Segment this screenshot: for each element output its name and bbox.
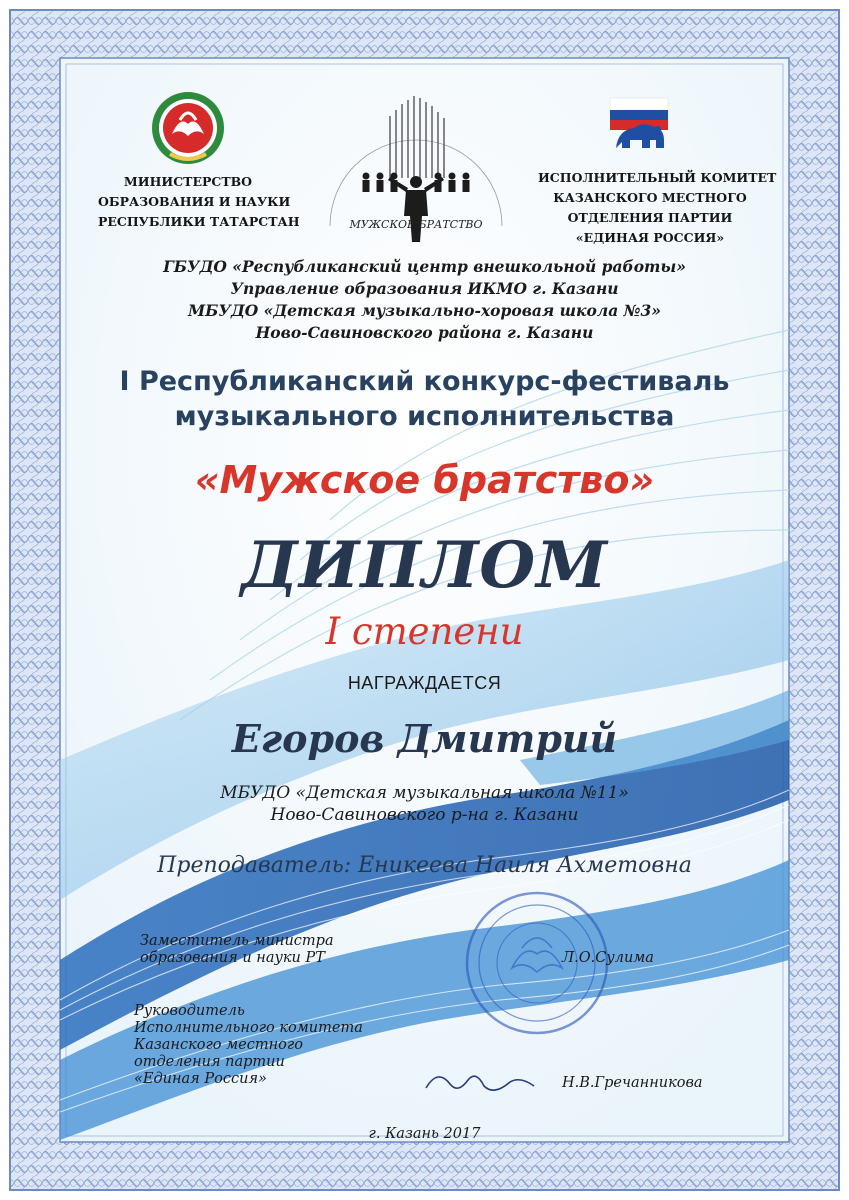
signatory-2-title-line-2: Исполнительного комитета: [134, 1020, 363, 1036]
organizer-line-2: Управление образования ИКМО г. Казани: [230, 279, 619, 298]
left-org-line-1: МИНИСТЕРСТВО: [123, 174, 253, 189]
right-org-line-2: КАЗАНСКОГО МЕСТНОГО: [553, 190, 747, 205]
place-date: г. Казань 2017: [368, 1126, 481, 1142]
signatory-2-name: Н.В.Гречанникова: [562, 1075, 703, 1091]
handwritten-signature-icon: [420, 1060, 540, 1100]
contest-line-2: музыкального исполнительства: [174, 401, 675, 432]
diploma-degree: I степени: [325, 610, 524, 653]
organizer-line-4: Ново-Савиновского района г. Казани: [255, 323, 594, 342]
signatory-1-name: Л.О.Сулима: [562, 950, 654, 966]
diploma-title: ДИПЛОМ: [240, 528, 609, 603]
teacher-name: Преподаватель: Еникеева Наиля Ахметовна: [157, 853, 692, 878]
awarded-label: НАГРАЖДАЕТСЯ: [347, 673, 502, 693]
recipient-name: Егоров Дмитрий: [231, 716, 618, 761]
organizer-line-1: ГБУДО «Республиканский центр внешкольной работы»: [163, 257, 686, 276]
contest-line-1: I Республиканский конкурс-фестиваль: [119, 366, 730, 397]
organizer-line-3: МБУДО «Детская музыкально-хоровая школа №3»: [188, 301, 661, 320]
left-org-line-2: ОБРАЗОВАНИЯ И НАУКИ: [98, 194, 291, 209]
school-line-2: Ново-Савиновского р-на г. Казани: [270, 805, 579, 825]
signatory-2-title-line-5: «Единая Россия»: [134, 1071, 267, 1087]
signatory-2-title-line-4: отделения партии: [134, 1054, 285, 1070]
tatarstan-emblem-icon: [150, 90, 226, 166]
right-org-line-4: «ЕДИНАЯ РОССИЯ»: [575, 230, 725, 245]
signatory-2-title-line-3: Казанского местного: [134, 1037, 303, 1053]
signatory-1-title-line-1: Заместитель министра: [140, 933, 334, 949]
signatory-1-title-line-2: образования и науки РТ: [140, 950, 325, 966]
right-org-line-3: ОТДЕЛЕНИЯ ПАРТИИ: [567, 210, 733, 225]
school-line-1: МБУДО «Детская музыкальная школа №11»: [220, 783, 629, 803]
festival-emblem-icon: [316, 86, 516, 244]
united-russia-emblem-icon: [608, 96, 670, 154]
right-org-line-1: ИСПОЛНИТЕЛЬНЫЙ КОМИТЕТ: [538, 170, 777, 185]
signatory-2-title-line-1: Руководитель: [134, 1003, 245, 1019]
left-org-line-3: РЕСПУБЛИКИ ТАТАРСТАН: [98, 214, 300, 229]
festival-name: «Мужское братство»: [194, 458, 655, 502]
festival-emblem-text: МУЖСКОЕ БРАТСТВО: [349, 218, 483, 231]
